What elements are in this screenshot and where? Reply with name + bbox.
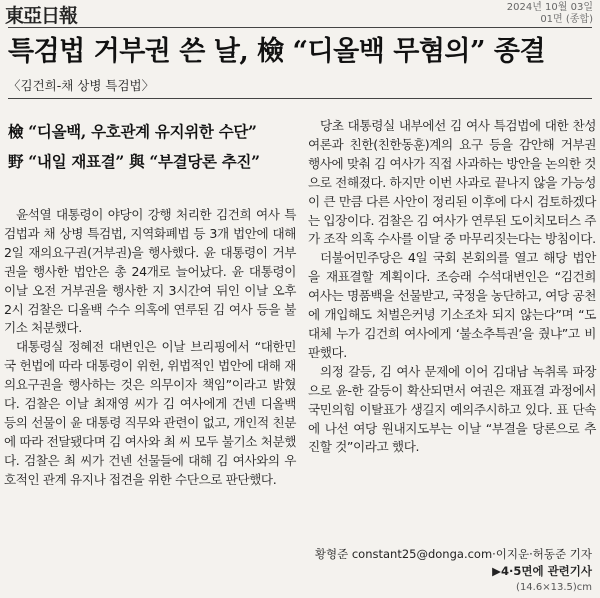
size-note: (14.6×13.5)cm [516,582,592,593]
paragraph: 의정 갈등, 김 여사 문제에 이어 김대남 녹취록 파장으로 윤-한 갈등이 확산되면서 여권은 재표결 과정에서 국민의힘 이탈표가 생길지 예의주시하고 있다. 표 단속에 나선 여당 원내지도부는 이날 “부결을 당론으로 추진할 것”이라고 했다. [308,363,596,455]
paragraph: 대통령실 정혜전 대변인은 이날 브리핑에서 “대한민국 헌법에 따라 대통령이 위헌, 위법적인 법안에 대해 재의요구권을 행사하는 것은 의무이자 책임”이라고 밝혔다. 검찰은 이날 최재영 씨가 김 여사에게 건넨 디올백 등의 선물이 윤 대통령 직무와 관련이 없고, 개인적 친분에 따라 전달됐다며 김 여사와 최 씨 모두 불기소 처분했다. 검찰은 최 씨가 건넨 선물들에 대해 김 여사와의 우호적인 관계 유지나 접견을 위한 수단으로 판단했다. [4,339,296,487]
masthead [5,1,595,27]
page-label: 01면 (종합) [540,14,593,25]
byline: 황형준 constant25@donga.com·이지운·허동준 기자 [314,547,592,561]
newspaper-logo: 東亞日報 [5,5,78,27]
subhead-parties: 野 “내일 재표결” 與 “부결당론 추진” [8,152,260,171]
dateline [507,2,593,26]
article-column-2 [308,117,596,457]
issue-date: 2024년 10월 03일 [506,2,593,13]
headline: 특검법 거부권 쓴 날, 檢 “디올백 무혐의” 종결 [8,36,546,67]
headline-divider [8,98,592,99]
related-articles-link[interactable]: ▶4·5면에 관련기사 [492,564,592,578]
paragraph: 더불어민주당은 4일 국회 본회의를 열고 해당 법안을 재표결할 계획이다. 조승래 수석대변인은 “김건희 여사는 명품백을 선물받고, 국정을 농단하고, 여당 공천에 개입해도 처벌은커녕 기소조차 되지 않는다”며 “도대체 누가 김건희 여사에게 ‘불소추특권’을 줬냐”고 비판했다. [308,250,596,360]
top-divider [8,27,592,28]
article-column-1 [4,206,296,490]
subhead-prosecution: 檢 “디올백, 우호관계 유지위한 수단” [8,122,257,141]
kicker: 〈김건희-채 상병 특검법〉 [8,78,155,93]
subheads [8,117,298,177]
paragraph: 당초 대통령실 내부에선 김 여사 특검법에 대한 찬성 여론과 친한(친한동훈)계의 요구 등을 감안해 거부권 행사에 맞춰 김 여사가 직접 사과하는 방안을 논의한 것으로 전해졌다. 하지만 이번 사과로 끝나지 않을 가능성이 큰 만큼 다른 사안이 정리된 이후에 다시 검토하겠다는 입장이다. 검찰은 김 여사가 연루된 도이치모터스 주가 조작 의혹 수사를 이달 중 마무리짓는다는 방침이다. [308,118,596,247]
paragraph: 윤석열 대통령이 야당이 강행 처리한 김건희 여사 특검법과 채 상병 특검법, 지역화폐법 등 3개 법안에 대해 2일 재의요구권(거부권)을 행사했다. 윤 대통령이 거부권을 행사한 법안은 총 24개로 늘어났다. 윤 대통령이 이날 오전 거부권을 행사한 지 3시간여 뒤인 이날 오후 2시 검찰은 디올백 수수 의혹에 연루된 김 여사 등을 불기소 처분했다. [4,207,296,336]
